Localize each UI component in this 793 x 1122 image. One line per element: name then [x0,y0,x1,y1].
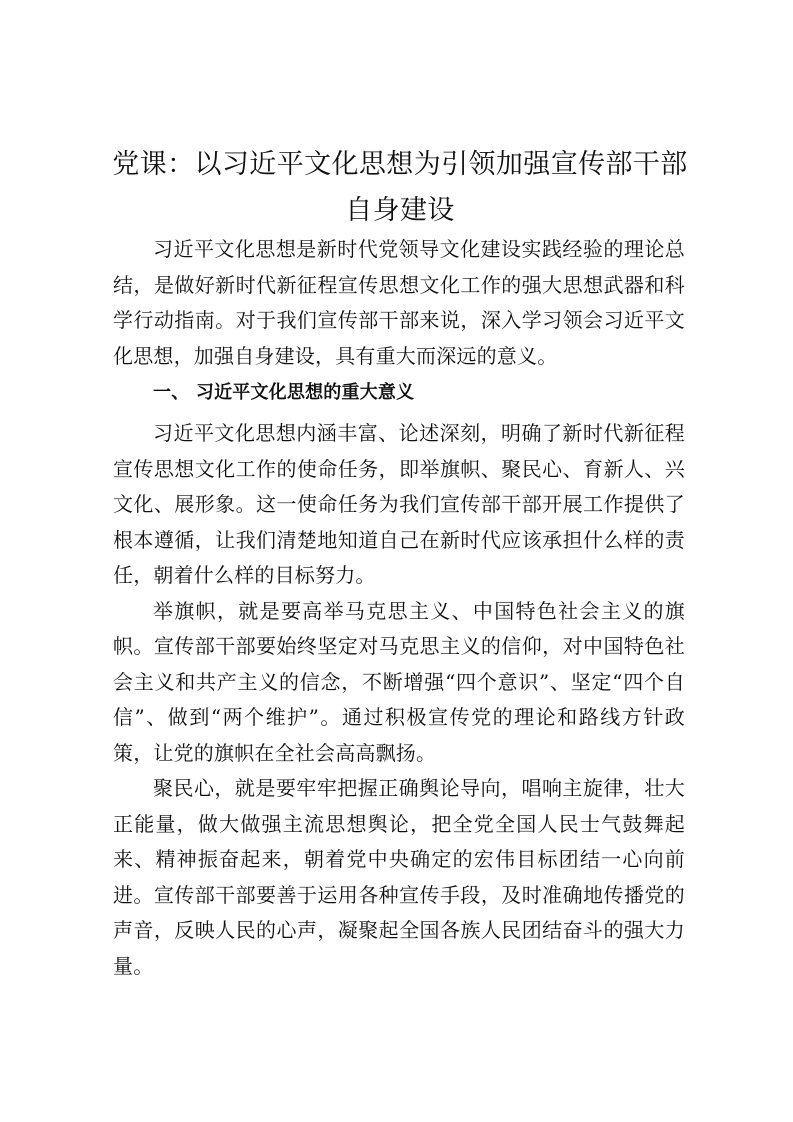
document-body [113,232,685,984]
section-heading: 一、 习近平文化思想的重大意义 [153,382,415,403]
body-paragraph: 聚民心，就是要牢牢把握正确舆论导向，唱响主旋律，壮大正能量，做大做强主流思想舆论，把全党全国人民士气鼓舞起来、精神振奋起来，朝着党中央确定的宏伟目标团结一心向前进。宣传部干部要善于运用各种宣传手段，及时准确地传播党的声音，反映人民的心声，凝聚起全国各族人民团结奋斗的强大力量。 [113,776,685,978]
body-paragraph: 习近平文化思想内涵丰富、论述深刻，明确了新时代新征程宣传思想文化工作的使命任务，即举旗帜、聚民心、育新人、兴文化、展形象。这一使命任务为我们宣传部干部开展工作提供了根本遵循，让我们清楚地知道自己在新时代应该承担什么样的责任，朝着什么样的目标努力。 [113,421,685,587]
body-paragraph: 举旗帜，就是要高举马克思主义、中国特色社会主义的旗帜。宣传部干部要始终坚定对马克思主义的信仰，对中国特色社会主义和共产主义的信念，不断增强“四个意识”、坚定“四个自信”、做到“两个维护”。通过积极宣传党的理论和路线方针政策，让党的旗帜在全社会高高飘扬。 [113,598,685,765]
intro-paragraph: 习近平文化思想是新时代党领导文化建设实践经验的理论总结，是做好新时代新征程宣传思想文化工作的强大思想武器和科学行动指南。对于我们宣传部干部来说，深入学习领会习近平文化思想，加强自身建设，具有重大而深远的意义。 [113,237,685,368]
document-title: 党课：以习近平文化思想为引领加强宣传部干部自身建设 [112,149,688,226]
